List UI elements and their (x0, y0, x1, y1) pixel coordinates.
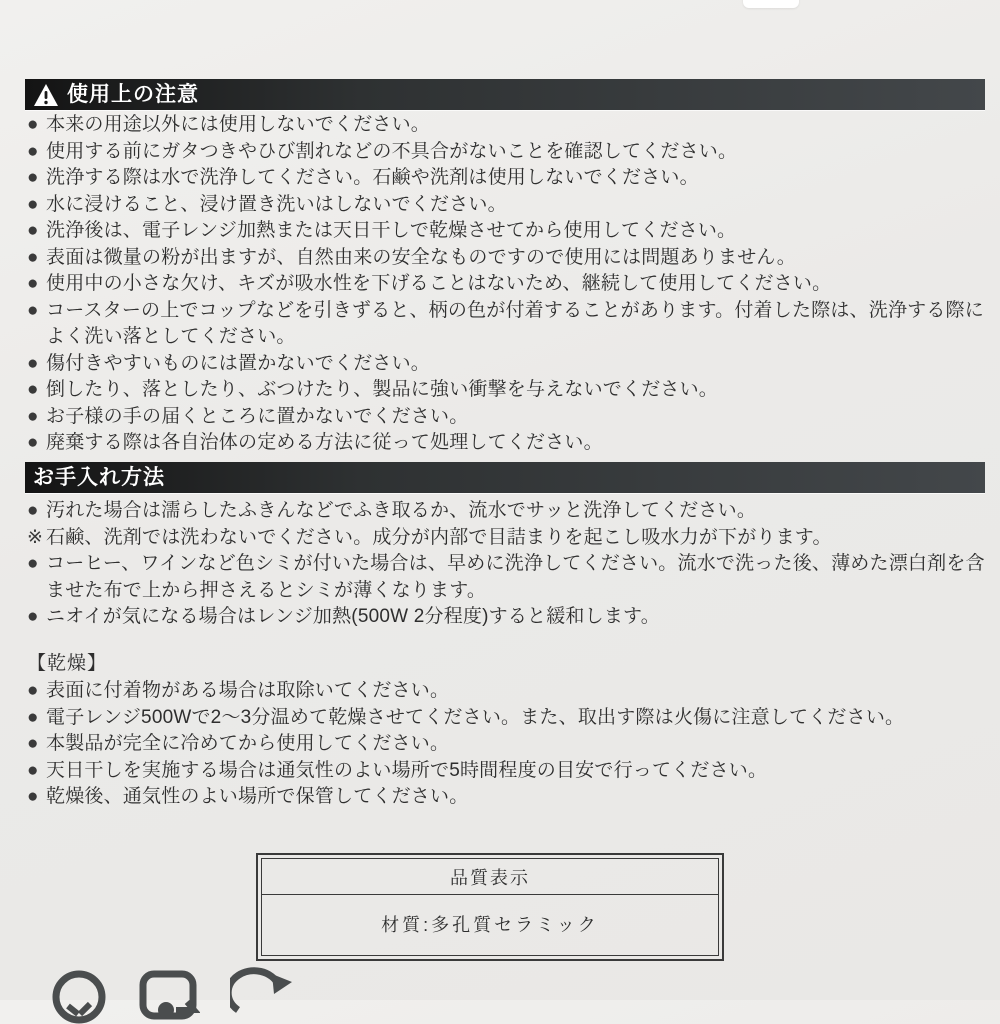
drying-instruction-text: 本製品が完全に冷めてから使用してください。 (46, 733, 450, 754)
package-hang-tab (743, 0, 799, 8)
usage-precaution-item (27, 430, 985, 457)
bullet-icon: ※ (27, 526, 44, 548)
usage-precautions-title: 使用上の注意 (67, 83, 199, 106)
rotate-arrow-icon (230, 966, 296, 1024)
warning-triangle-icon (33, 83, 59, 107)
bullet-icon: ● (27, 786, 39, 807)
usage-precaution-text: 洗浄後は、電子レンジ加熱または天日干しで乾燥させてから使用してください。 (46, 220, 737, 241)
bullet-icon: ● (27, 114, 39, 135)
usage-precaution-item (27, 139, 985, 166)
usage-precaution-text: 水に浸けること、浸け置き洗いはしないでください。 (46, 193, 507, 215)
drying-instruction-item (27, 731, 985, 758)
usage-precaution-item (27, 298, 985, 351)
care-instruction-item (27, 525, 985, 552)
bullet-icon: ● (27, 220, 39, 241)
quality-display-title: 品質表示 (262, 859, 718, 895)
usage-precaution-item (27, 218, 985, 245)
care-instruction-item (27, 498, 985, 525)
drying-instruction-text: 表面に付着物がある場合は取除いてください。 (46, 680, 450, 701)
care-instruction-text: コーヒー、ワインなど色シミが付いた場合は、早めに洗浄してください。流水で洗った後、薄めた漂白剤を含ませた布で上から押さえるとシミが薄くなります。 (46, 553, 985, 601)
drying-instruction-item (27, 758, 985, 785)
drying-instruction-item (27, 705, 985, 732)
drying-instruction-item (27, 678, 985, 705)
usage-precaution-item (27, 112, 985, 139)
usage-precaution-text: 傷付きやすいものには置かないでください。 (46, 352, 431, 374)
drying-instruction-text: 天日干しを実施する場合は通気性のよい場所で5時間程度の目安で行ってください。 (46, 759, 768, 781)
bullet-icon: ● (27, 500, 39, 521)
bullet-icon: ● (27, 193, 39, 215)
bullet-icon: ● (27, 246, 39, 268)
bullet-icon: ● (27, 733, 39, 754)
bullet-icon: ● (27, 352, 39, 374)
bullet-icon: ● (27, 379, 39, 400)
usage-precaution-item (27, 377, 985, 404)
care-instructions-list (27, 498, 985, 631)
bullet-icon: ● (27, 706, 39, 728)
care-instructions-header-bar (25, 462, 985, 493)
drying-instruction-text: 電子レンジ500Wで2〜3分温めて乾燥させてください。また、取出す際は火傷に注意してください。 (46, 706, 905, 728)
usage-precaution-text: 本来の用途以外には使用しないでください。 (46, 114, 431, 135)
footer-pictograms (50, 966, 296, 1024)
care-instructions-title: お手入れ方法 (33, 466, 165, 489)
quality-display-inner (261, 858, 719, 956)
usage-precaution-item (27, 271, 985, 298)
usage-precaution-text: 使用する前にガタつきやひび割れなどの不具合がないことを確認してください。 (46, 140, 738, 162)
drying-instruction-text: 乾燥後、通気性のよい場所で保管してください。 (46, 786, 469, 807)
bullet-icon: ● (27, 680, 39, 701)
usage-precaution-text: 倒したり、落としたり、ぶつけたり、製品に強い衝撃を与えないでください。 (46, 379, 719, 400)
usage-precaution-text: コースターの上でコップなどを引きずると、柄の色が付着することがあります。付着した際は、洗浄する際によく洗い落としてください。 (46, 299, 984, 347)
bullet-icon: ● (27, 553, 39, 574)
quality-display-table (256, 853, 724, 961)
usage-precaution-item (27, 245, 985, 272)
bullet-icon: ● (27, 167, 39, 188)
usage-precautions-header-bar (25, 79, 985, 110)
bullet-icon: ● (27, 405, 39, 427)
bullet-icon: ● (27, 273, 39, 294)
care-instruction-text: 汚れた場合は濡らしたふきんなどでふき取るか、流水でサッと洗浄してください。 (46, 500, 757, 521)
bullet-icon: ● (27, 299, 39, 321)
care-instruction-item (27, 551, 985, 604)
usage-precaution-text: お子様の手の届くところに置かないでください。 (46, 405, 469, 427)
usage-precautions-list (27, 112, 985, 457)
usage-precaution-text: 表面は微量の粉が出ますが、自然由来の安全なものですので使用には問題ありません。 (46, 246, 796, 268)
usage-precaution-text: 使用中の小さな欠け、キズが吸水性を下げることはないため、継続して使用してください。 (46, 273, 832, 294)
bullet-icon: ● (27, 759, 39, 781)
usage-precaution-item (27, 351, 985, 378)
usage-precaution-item (27, 192, 985, 219)
care-instruction-text: 石鹸、洗剤では洗わないでください。成分が内部で目詰まりを起こし吸水力が下がります。 (46, 526, 832, 548)
drying-instructions-list (27, 678, 985, 811)
circle-mark-icon (50, 966, 108, 1024)
usage-precaution-text: 廃棄する際は各自治体の定める方法に従って処理してください。 (46, 432, 603, 453)
drying-instruction-item (27, 784, 985, 811)
usage-precaution-text: 洗浄する際は水で洗浄してください。石鹸や洗剤は使用しないでください。 (46, 167, 699, 188)
material-value: 材質:多孔質セラミック (381, 915, 599, 935)
usage-precaution-item (27, 165, 985, 192)
care-instruction-item (27, 604, 985, 631)
bullet-icon: ● (27, 432, 39, 453)
bullet-icon: ● (27, 140, 39, 162)
drying-section-title: 【乾燥】 (27, 653, 108, 674)
usage-precaution-item (27, 404, 985, 431)
care-instruction-text: ニオイが気になる場合はレンジ加熱(500W 2分程度)すると緩和します。 (46, 606, 660, 627)
bullet-icon: ● (27, 606, 39, 627)
microwave-container-arrow-icon (138, 966, 200, 1024)
